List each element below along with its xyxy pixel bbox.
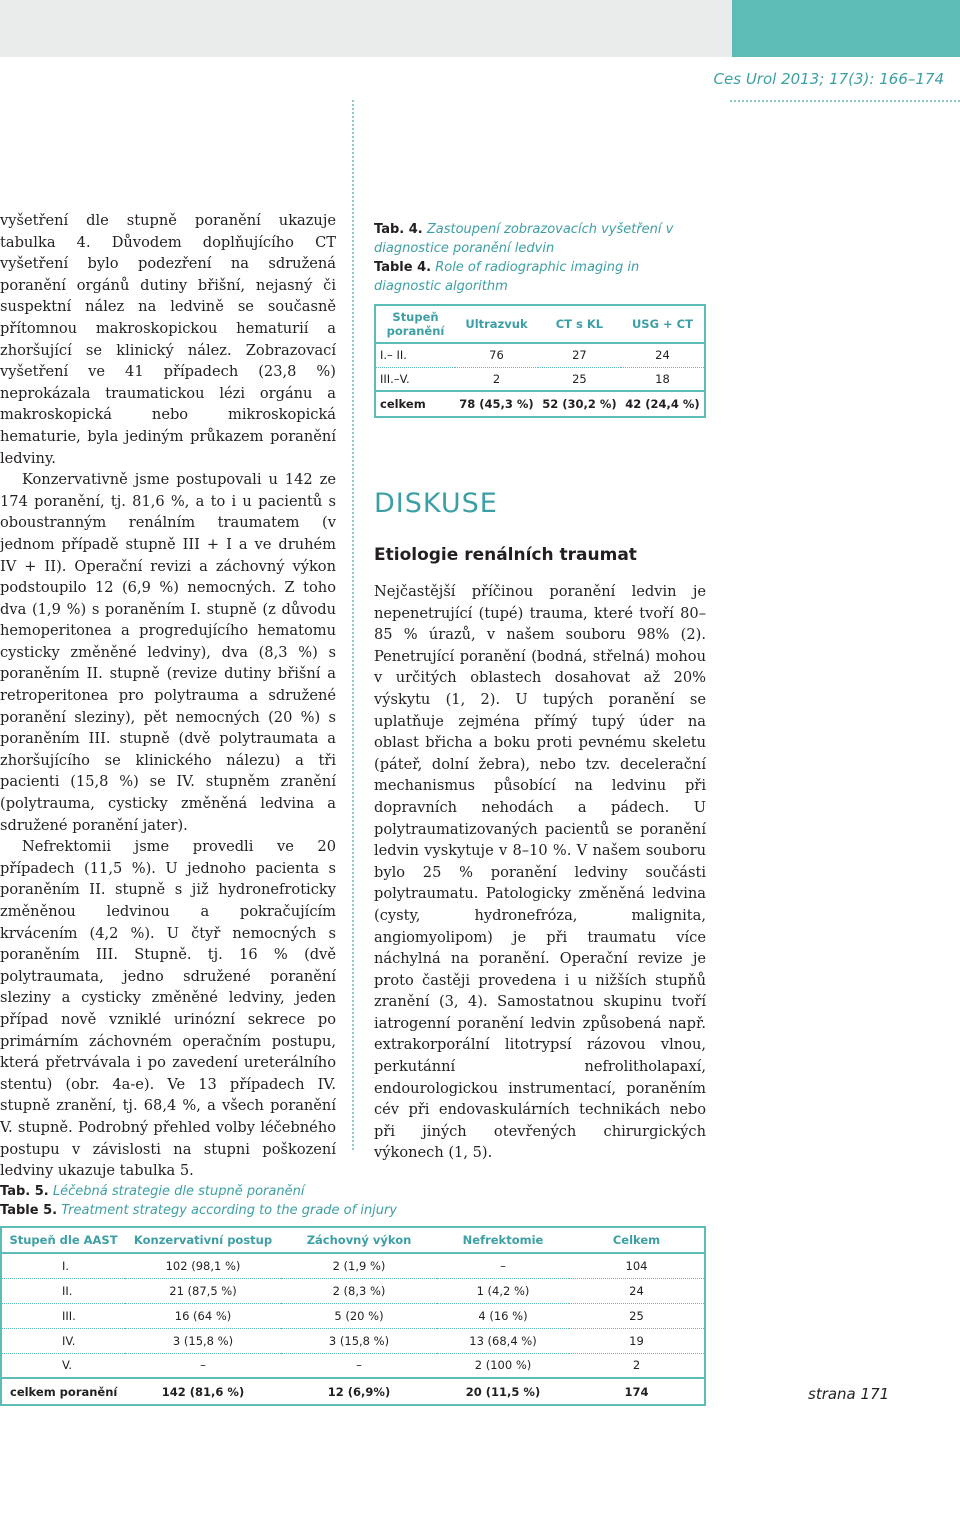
table5-cell: 142 (81,6 %): [125, 1378, 281, 1405]
table5-cell: –: [125, 1353, 281, 1378]
table5-header: Stupeň dle AAST: [1, 1227, 125, 1253]
left-paragraph-3: Nefrektomii jsme provedli ve 20 případech (11,5 %). U jednoho pacienta s poraněním II. stupně s již hydronefroticky změněnou ledvinou a pokračujícím krvácením (4,2 %). U čtyř nemocných s poraněním III. Stupně. tj. 16 % (dvě polytraumata, jedno sdružené poranění sleziny a cysticky změněné ledviny, jeden případ nově vzniklé urinózní sekrece po primárním záchovném operačním postupu, která přetrvávala i po zavedení ureterálního stentu) (obr. 4a-e). Ve 13 případech IV. stupně zranění, tj. 68,4 %, a všech poranění V. stupně. Podrobný přehled volby léčebného postupu v závislosti na stupni poškození ledviny ukazuje tabulka 5.: [0, 838, 336, 1180]
table4-label-en: Table 4.: [374, 260, 432, 275]
table5-cell: 5 (20 %): [281, 1303, 437, 1328]
column-divider: [352, 100, 354, 1150]
table5-cell: 3 (15,8 %): [125, 1328, 281, 1353]
table5-cell: 2: [569, 1353, 705, 1378]
table4-cell: 27: [538, 343, 621, 367]
table4-cell: 18: [621, 367, 705, 391]
table4-cell: 25: [538, 367, 621, 391]
table5-header: Záchovný výkon: [281, 1227, 437, 1253]
table-row: [375, 343, 705, 367]
journal-reference: Ces Urol 2013; 17(3): 166–174: [713, 70, 944, 88]
table5-cell: –: [281, 1353, 437, 1378]
table5-caption: [0, 1182, 706, 1220]
table5-cell: 4 (16 %): [437, 1303, 569, 1328]
table5-total-row: [1, 1378, 705, 1405]
table5-header-row: [1, 1227, 705, 1253]
table5-cell: 2 (8,3 %): [281, 1278, 437, 1303]
table4-header: Stupeň poranění: [386, 310, 445, 338]
table5-cell: 174: [569, 1378, 705, 1405]
table-row: [1, 1278, 705, 1303]
table5-cell: 13 (68,4 %): [437, 1328, 569, 1353]
table5-header: Celkem: [569, 1227, 705, 1253]
table5-label-cz: Tab. 5.: [0, 1184, 49, 1199]
table5-cell: 25: [569, 1303, 705, 1328]
table4-header: CT s KL: [555, 317, 604, 331]
table5-header: Konzervativní postup: [125, 1227, 281, 1253]
header-dotted-rule: [730, 100, 960, 102]
table5-cell: 2 (1,9 %): [281, 1253, 437, 1278]
table4-header: Ultrazvuk: [465, 317, 528, 331]
table4: [374, 304, 706, 418]
table4-title-en: Role of radiographic imaging in diagnostic algorithm: [374, 260, 640, 294]
table5-cell: II.: [1, 1278, 125, 1303]
table5-cell: –: [437, 1253, 569, 1278]
table5-cell: III.: [1, 1303, 125, 1328]
table5-cell: 3 (15,8 %): [281, 1328, 437, 1353]
table5-label-en: Table 5.: [0, 1203, 58, 1218]
table4-cell: 76: [455, 343, 538, 367]
table4-cell: III.–V.: [375, 367, 455, 391]
table4-cell: 78 (45,3 %): [455, 391, 538, 417]
table-row: [1, 1328, 705, 1353]
table4-caption: [374, 220, 706, 296]
table5-cell: 21 (87,5 %): [125, 1278, 281, 1303]
table5-cell: 102 (98,1 %): [125, 1253, 281, 1278]
table4-header-row: [375, 305, 705, 343]
table5-cell: 1 (4,2 %): [437, 1278, 569, 1303]
table4-cell: I.– II.: [375, 343, 455, 367]
table4-cell: celkem: [375, 391, 455, 417]
table5-cell: 20 (11,5 %): [437, 1378, 569, 1405]
table4-label-cz: Tab. 4.: [374, 222, 423, 237]
table5-cell: IV.: [1, 1328, 125, 1353]
table4-header: USG + CT: [631, 317, 693, 331]
header-accent-block: [732, 0, 960, 57]
table4-title-cz: Zastoupení zobrazovacích vyšetření v diagnostice poranění ledvin: [374, 222, 674, 256]
table4-cell: 42 (24,4 %): [621, 391, 705, 417]
table4-cell: 24: [621, 343, 705, 367]
table-row: [375, 367, 705, 391]
table5-title-en: Treatment strategy according to the grade of injury: [61, 1203, 398, 1218]
table5-cell: 19: [569, 1328, 705, 1353]
table5: [0, 1226, 706, 1406]
table5-cell: V.: [1, 1353, 125, 1378]
table5-cell: I.: [1, 1253, 125, 1278]
table5-cell: celkem poranění: [1, 1378, 125, 1405]
table5-cell: 16 (64 %): [125, 1303, 281, 1328]
table5-cell: 12 (6,9%): [281, 1378, 437, 1405]
left-column: [0, 210, 336, 1182]
table5-block: [0, 1182, 706, 1406]
section-title: DISKUSE: [374, 488, 498, 519]
subheading: Etiologie renálních traumat: [374, 545, 637, 565]
table-row: [1, 1303, 705, 1328]
table5-cell: 104: [569, 1253, 705, 1278]
right-paragraph-1: Nejčastější příčinou poranění ledvin je nepenetrující (tupé) trauma, které tvoří 80–85 % úrazů, v našem souboru 98% (2). Penetrující poranění (bodná, střelná) mohou v určitých oblastech dosahovat až 20% výskytu (1, 2). U tupých poranění se uplatňuje zejména přímý tupý úder na oblast břicha a boku proti pevnému skeletu (páteř, dolní žebra), nebo tzv. decelerační mechanismus působící na ledvinu při dopravních nehodách a pádech. U polytraumatizovaných pacientů se poranění ledvin vyskytuje v 8–10 %. V našem souboru bylo 25 % poranění ledviny součásti polytraumatu. Patologicky změněná ledvina (cysty, hydronefróza, malignita, angiomyolipom) je při traumatu více náchylná na poranění. Operační revize je proto častěji provedena i u nižších stupňů zranění (3, 4). Samostatnou skupinu tvoří iatrogenní poranění ledvin způsobená např. extrakorporální litotrypsí rázovou vlnou, perkutánní nefrolitholapaxí, endourologickou instrumentací, poraněním cév při endovaskulárních technikách nebo při jiných otevřených chirurgických výkonech (1, 5).: [374, 583, 706, 1162]
right-column: [374, 220, 706, 1164]
left-paragraph-2: Konzervativně jsme postupovali u 142 ze 174 poranění, tj. 81,6 %, a to i u pacientů s oboustranným renálním traumatem (v jednom případě stupně III + I a ve druhém IV + II). Operační revizi a záchovný výkon podstoupilo 12 (6,9 %) nemocných. Z toho dva (1,9 %) s poraněním I. stupně (z důvodu hemoperitonea a progredujícího hematomu cysticky změněné ledviny), dva (8,3 %) s poraněním II. stupně (revize dutiny břišní a retroperitonea pro polytrauma a sdružené poranění sleziny), pět nemocných (20 %) s poraněním III. stupně (dvě polytraumata a zhoršujícího se klinického nálezu) a tři pacienti (15,8 %) se IV. stupněm zranění (polytrauma, cysticky změněná ledvina a sdružené poranění jater).: [0, 471, 336, 834]
table5-cell: 2 (100 %): [437, 1353, 569, 1378]
right-body: [374, 581, 706, 1164]
table5-header: Nefrektomie: [437, 1227, 569, 1253]
page-number: strana 171: [808, 1385, 890, 1403]
table5-title-cz: Léčebná strategie dle stupně poranění: [52, 1184, 305, 1199]
table4-total-row: [375, 391, 705, 417]
left-paragraph-1: vyšetření dle stupně poranění ukazuje tabulka 4. Důvodem doplňujícího CT vyšetření bylo podezření na sdružená poranění orgánů dutiny břišní, nejasný či suspektní nález na ledvině se současně přítomnou makroskopickou hematurií a zhoršující se klinický nález. Zobrazovací vyšetření ve 41 případech (23,8 %) neprokázala traumatickou lézi orgánu a makroskopická nebo mikroskopická hematurie, byla jediným průkazem poranění ledviny.: [0, 212, 336, 467]
table5-cell: 24: [569, 1278, 705, 1303]
table4-cell: 2: [455, 367, 538, 391]
table-row: [1, 1353, 705, 1378]
table4-cell: 52 (30,2 %): [538, 391, 621, 417]
table-row: [1, 1253, 705, 1278]
